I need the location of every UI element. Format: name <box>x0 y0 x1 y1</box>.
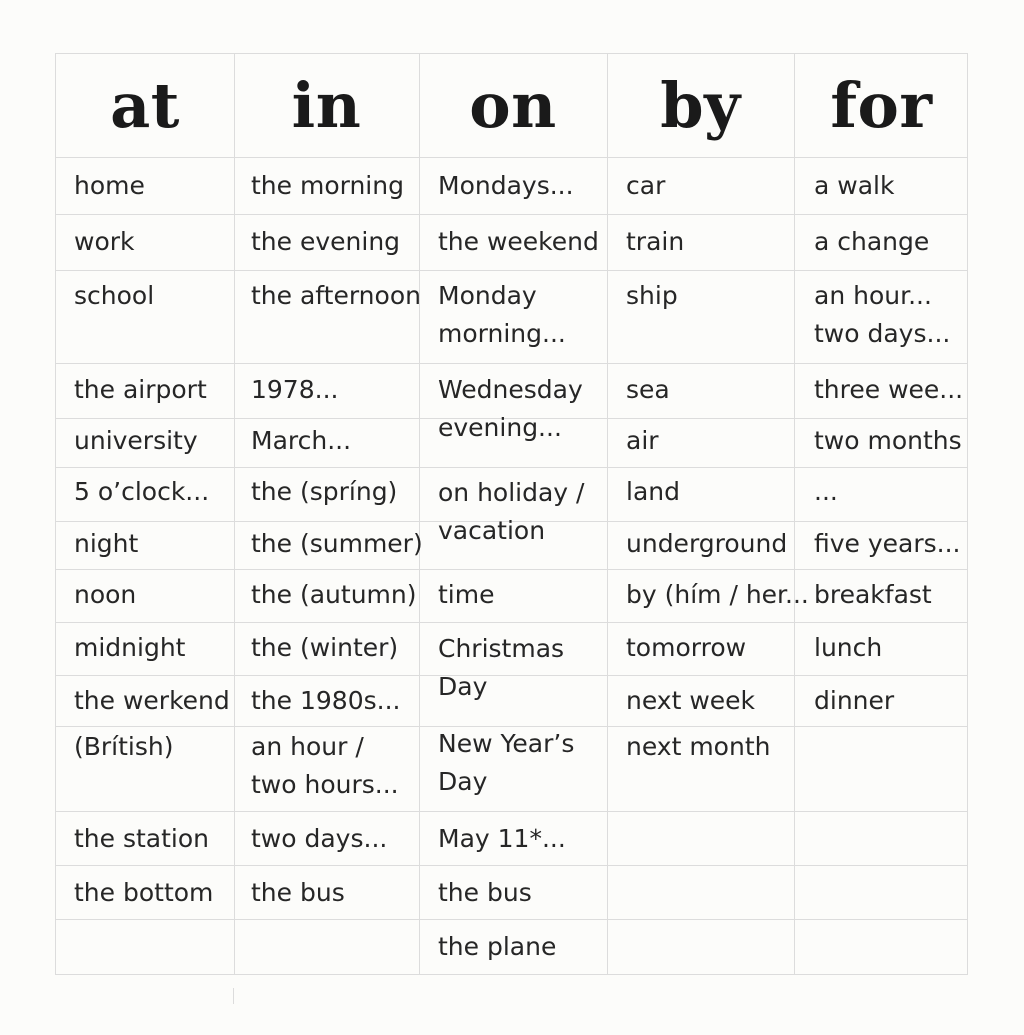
cell-in-autumn: the (autumn) <box>251 580 417 609</box>
column-divider <box>794 54 795 974</box>
cell-at-home: home <box>74 171 145 200</box>
cell-on-may: May 11*... <box>438 824 566 853</box>
cell-for-dinner: dinner <box>814 686 895 715</box>
cell-at-weekend: the werkend <box>74 686 230 715</box>
cell-at-bottom: the bottom <box>74 878 214 907</box>
cell-by-ship: ship <box>626 281 678 310</box>
cell-in-winter: the (winter) <box>251 633 399 662</box>
cell-on-new-year: New Year’s Day <box>438 729 575 796</box>
cell-for-five-years: five years... <box>814 529 961 558</box>
cell-for-change: a change <box>814 227 930 256</box>
row-divider <box>56 214 967 215</box>
cell-by-underground: underground <box>626 529 788 558</box>
preposition-table <box>55 53 968 975</box>
cell-on-wednesday-evening: Wednesday evening... <box>438 375 583 442</box>
cell-by-train: train <box>626 227 685 256</box>
header-in: in <box>291 69 362 142</box>
row-divider <box>56 865 967 866</box>
row-divider <box>56 363 967 364</box>
row-divider <box>56 622 967 623</box>
row-divider <box>56 919 967 920</box>
cell-at-station: the station <box>74 824 210 853</box>
cell-in-afternoon: the afternoon <box>251 281 421 310</box>
row-divider <box>56 467 967 468</box>
header-for: for <box>830 69 933 142</box>
cell-at-work: work <box>74 227 135 256</box>
cell-in-1978: 1978... <box>251 375 339 404</box>
cell-for-walk: a walk <box>814 171 895 200</box>
header-at: at <box>110 69 180 142</box>
cell-at-night: night <box>74 529 139 558</box>
cell-on-plane: the plane <box>438 932 557 961</box>
cell-for-two-months: two months <box>814 426 962 455</box>
row-divider <box>56 569 967 570</box>
cell-in-morning: the morning <box>251 171 404 200</box>
cell-by-tomorrow: tomorrow <box>626 633 747 662</box>
cell-at-university: university <box>74 426 198 455</box>
cell-at-airport: the airport <box>74 375 207 404</box>
cell-in-spring: the (spríng) <box>251 477 398 506</box>
row-divider <box>56 811 967 812</box>
cell-by-next-week: next week <box>626 686 756 715</box>
cell-at-oclock: 5 o’clock... <box>74 477 210 506</box>
cell-by-sea: sea <box>626 375 670 404</box>
cell-by-air: air <box>626 426 659 455</box>
cell-by-next-month: next month <box>626 732 771 761</box>
cell-in-bus: the bus <box>251 878 345 907</box>
cell-in-1980s: the 1980s... <box>251 686 401 715</box>
cell-for-hour: an hour... two days... <box>814 281 951 348</box>
column-divider-stub <box>233 988 234 1004</box>
cell-in-evening: the evening <box>251 227 401 256</box>
cell-on-christmas: Christmas Day <box>438 634 565 701</box>
cell-on-weekend: the weekend <box>438 227 599 256</box>
column-divider <box>607 54 608 974</box>
cell-at-school: school <box>74 281 155 310</box>
cell-for-lunch: lunch <box>814 633 883 662</box>
cell-by-him-her: by (hím / her... <box>626 580 809 609</box>
column-divider <box>419 54 420 974</box>
cell-on-mondays: Mondays... <box>438 171 574 200</box>
row-divider <box>56 270 967 271</box>
cell-for-three-weeks: three wee... <box>814 375 964 404</box>
cell-for-breakfast: breakfast <box>814 580 932 609</box>
cell-on-time: time <box>438 580 495 609</box>
cell-in-march: March... <box>251 426 352 455</box>
cell-on-bus: the bus <box>438 878 532 907</box>
row-divider <box>56 157 967 158</box>
cell-on-monday-morning: Monday morning... <box>438 281 566 348</box>
header-on: on <box>469 69 557 142</box>
cell-in-two-days: two days... <box>251 824 388 853</box>
cell-in-hour: an hour / two hours... <box>251 732 399 799</box>
cell-at-midnight: midnight <box>74 633 186 662</box>
cell-for-ellipsis: ... <box>814 477 838 506</box>
header-by: by <box>660 69 741 142</box>
cell-on-holiday: on holiday / vacation <box>438 478 585 545</box>
cell-by-land: land <box>626 477 680 506</box>
cell-at-british: (Brítish) <box>74 732 174 761</box>
cell-by-car: car <box>626 171 666 200</box>
cell-in-summer: the (summer) <box>251 529 423 558</box>
cell-at-noon: noon <box>74 580 137 609</box>
column-divider <box>234 54 235 974</box>
